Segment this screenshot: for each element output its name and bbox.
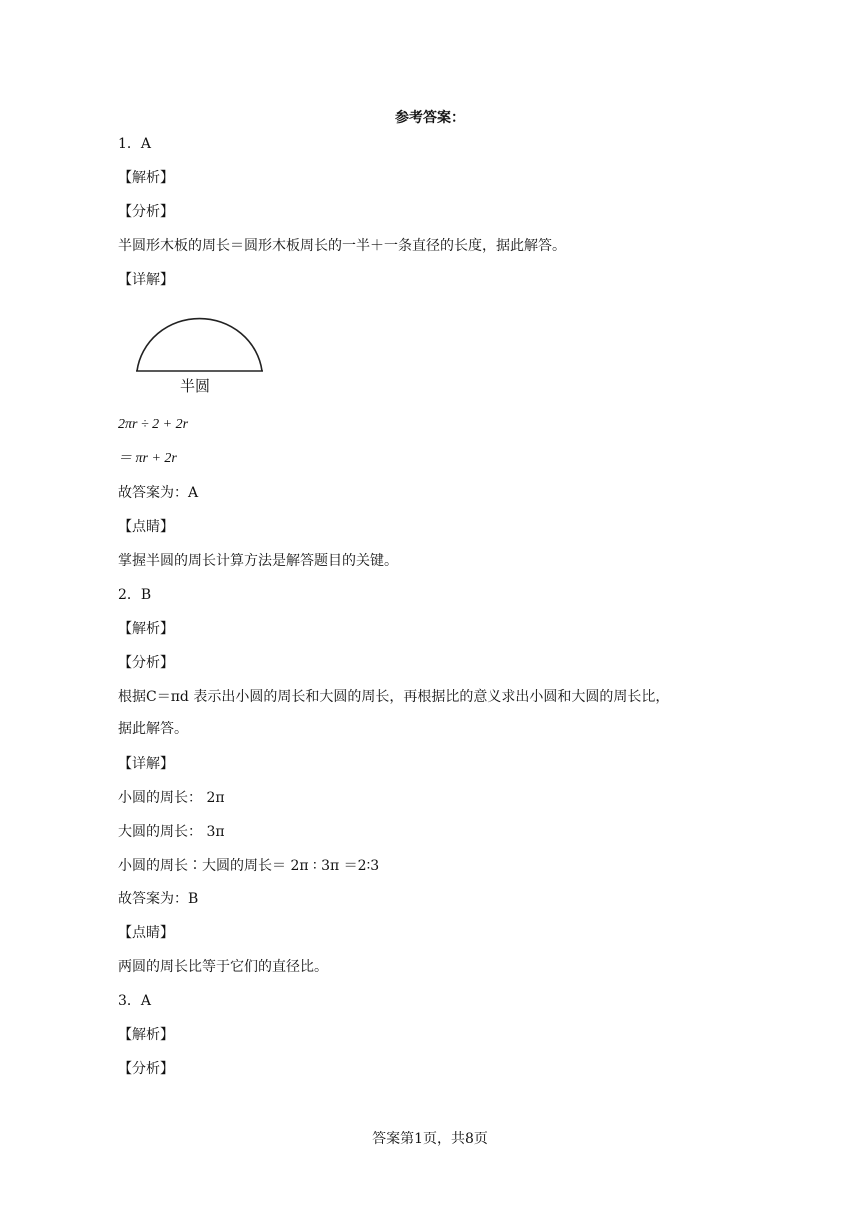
question-2-answer: 2．B	[118, 587, 152, 603]
question-3-answer: 3．A	[118, 993, 152, 1009]
key-point-text: 掌握半圆的周长计算方法是解答题目的关键。	[118, 553, 398, 569]
answer-line: 故答案为：A	[118, 485, 199, 501]
answer-line: 故答案为：B	[118, 891, 199, 907]
section-fenxi: 【分析】	[118, 655, 174, 671]
section-jiexi: 【解析】	[118, 621, 174, 637]
page-title: 参考答案：	[395, 110, 465, 126]
analysis-text-cont: 据此解答。	[118, 721, 188, 737]
key-point-text: 两圆的周长比等于它们的直径比。	[118, 959, 328, 975]
figure-label: 半圆	[180, 377, 211, 395]
small-circle-perimeter: 小圆的周长： 2π	[118, 790, 225, 806]
section-dianjing: 【点睛】	[118, 519, 174, 535]
section-dianjing: 【点睛】	[118, 925, 174, 941]
large-circle-perimeter: 大圆的周长： 3π	[118, 824, 225, 840]
section-jiexi: 【解析】	[118, 170, 174, 186]
section-jiexi: 【解析】	[118, 1027, 174, 1043]
section-xiangjie: 【详解】	[118, 272, 174, 288]
formula-line-1: 2πr ÷ 2 + 2r	[118, 417, 189, 432]
section-fenxi: 【分析】	[118, 204, 174, 220]
perimeter-ratio: 小圆的周长∶大圆的周长＝ 2π ∶ 3π ＝2∶3	[118, 858, 380, 874]
analysis-text: 半圆形木板的周长＝圆形木板周长的一半＋一条直径的长度，据此解答。	[118, 238, 566, 254]
analysis-text: 根据C＝πd 表示出小圆的周长和大圆的周长，再根据比的意义求出小圆和大圆的周长比，	[118, 689, 670, 705]
formula-line-2: ＝ πr + 2r	[118, 451, 177, 466]
page-footer: 答案第1页，共8页	[372, 1131, 488, 1147]
section-xiangjie: 【详解】	[118, 756, 174, 772]
section-fenxi: 【分析】	[118, 1061, 174, 1077]
question-1-answer: 1．A	[118, 136, 152, 152]
